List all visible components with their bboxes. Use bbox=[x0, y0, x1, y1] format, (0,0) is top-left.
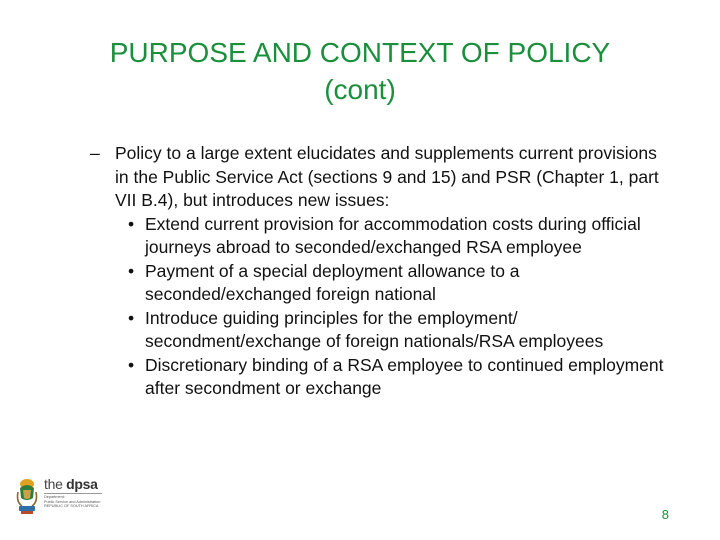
bullet-item bbox=[115, 354, 670, 401]
dpsa-logo bbox=[14, 474, 104, 520]
bullet-marker: • bbox=[128, 354, 135, 375]
intro-item bbox=[90, 142, 670, 213]
bullet-marker: • bbox=[128, 213, 135, 234]
title-line-1: PURPOSE AND CONTEXT OF POLICY bbox=[109, 37, 611, 68]
bullet-item bbox=[115, 213, 670, 260]
bullet-text: Discretionary binding of a RSA employee to continued employment after secondment or exchange bbox=[145, 354, 664, 398]
title-line-2: (cont) bbox=[324, 74, 396, 105]
bullet-item bbox=[115, 307, 670, 354]
bullet-text: Extend current provision for accommodation costs during official journeys abroad to seconded/exchanged RSA employee bbox=[145, 213, 641, 257]
slide-body bbox=[90, 142, 670, 401]
bullet-marker: • bbox=[128, 260, 135, 281]
bullet-item bbox=[115, 260, 670, 307]
bullet-text: Introduce guiding principles for the employment/ secondment/exchange of foreign nationals/RSA employees bbox=[145, 307, 604, 351]
logo-wordmark: the dpsa bbox=[44, 476, 98, 492]
page-number: 8 bbox=[661, 507, 669, 522]
bullet-text: Payment of a special deployment allowance to a seconded/exchanged foreign national bbox=[145, 260, 520, 304]
coat-of-arms-icon bbox=[14, 476, 40, 516]
logo-divider bbox=[44, 493, 102, 494]
slide-title bbox=[40, 34, 680, 108]
logo-department-text: Department: Public Service and Administration REPUBLIC OF SOUTH AFRICA bbox=[44, 495, 101, 509]
bullet-marker: • bbox=[128, 307, 135, 328]
dash-marker: – bbox=[90, 143, 100, 163]
intro-text: Policy to a large extent elucidates and supplements current provisions in the Public Service Act (sections 9 and 15) and PSR (Chapter 1, part VII B.4), but introduces new issues: bbox=[115, 143, 659, 210]
